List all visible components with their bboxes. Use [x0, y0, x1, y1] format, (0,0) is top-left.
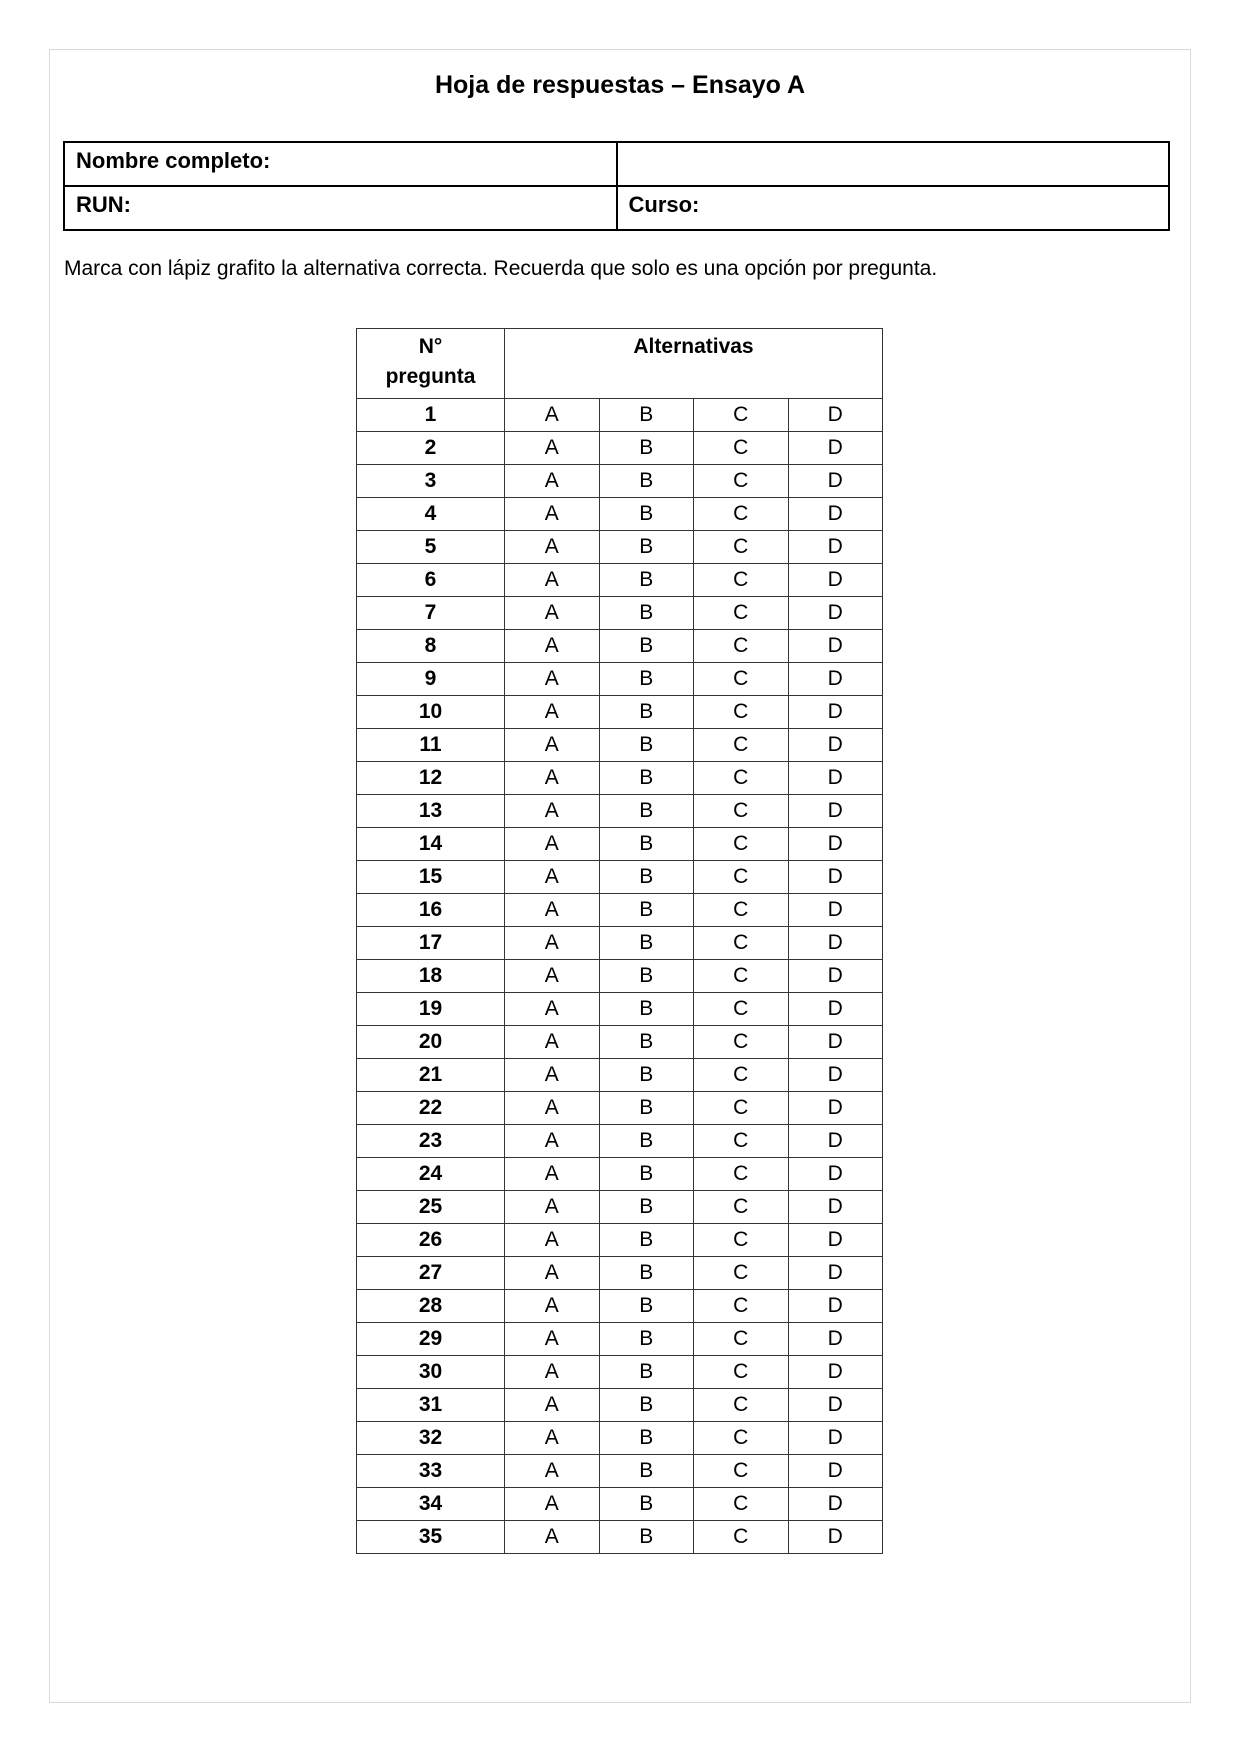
answer-row [357, 1158, 883, 1191]
question-number: 33 [357, 1455, 505, 1488]
question-number: 32 [357, 1422, 505, 1455]
option-cell-d: D [788, 531, 883, 564]
student-info-row-run-curso [64, 186, 1169, 230]
option-cell-a: A [505, 1488, 600, 1521]
option-cell-b: B [599, 1488, 694, 1521]
option-cell-d: D [788, 1092, 883, 1125]
option-cell-b: B [599, 1059, 694, 1092]
option-cell-a: A [505, 1290, 600, 1323]
option-cell-b: B [599, 1257, 694, 1290]
question-number: 16 [357, 894, 505, 927]
option-cell-c: C [694, 1290, 789, 1323]
option-cell-b: B [599, 432, 694, 465]
option-cell-b: B [599, 762, 694, 795]
option-cell-d: D [788, 1191, 883, 1224]
answer-row [357, 1422, 883, 1455]
option-cell-b: B [599, 1455, 694, 1488]
option-cell-b: B [599, 960, 694, 993]
option-cell-c: C [694, 1323, 789, 1356]
student-info-row-name [64, 142, 1169, 186]
option-cell-b: B [599, 1191, 694, 1224]
option-cell-d: D [788, 1422, 883, 1455]
option-cell-a: A [505, 1125, 600, 1158]
question-number: 23 [357, 1125, 505, 1158]
question-number: 24 [357, 1158, 505, 1191]
option-cell-c: C [694, 894, 789, 927]
option-cell-d: D [788, 927, 883, 960]
option-cell-d: D [788, 1224, 883, 1257]
option-cell-c: C [694, 1389, 789, 1422]
option-cell-d: D [788, 960, 883, 993]
answer-row [357, 1191, 883, 1224]
answer-row [357, 1026, 883, 1059]
question-number: 7 [357, 597, 505, 630]
option-cell-a: A [505, 1092, 600, 1125]
option-cell-b: B [599, 828, 694, 861]
option-cell-b: B [599, 399, 694, 432]
option-cell-c: C [694, 630, 789, 663]
option-cell-a: A [505, 1026, 600, 1059]
question-number-header [357, 329, 505, 399]
page-title: Hoja de respuestas – Ensayo A [434, 71, 806, 99]
option-cell-c: C [694, 498, 789, 531]
option-cell-c: C [694, 795, 789, 828]
answer-row [357, 498, 883, 531]
option-cell-c: C [694, 1521, 789, 1554]
option-cell-b: B [599, 1356, 694, 1389]
answer-row [357, 894, 883, 927]
option-cell-b: B [599, 564, 694, 597]
option-cell-c: C [694, 828, 789, 861]
question-number: 18 [357, 960, 505, 993]
question-number: 22 [357, 1092, 505, 1125]
answer-row [357, 1455, 883, 1488]
option-cell-b: B [599, 1092, 694, 1125]
option-cell-c: C [694, 729, 789, 762]
answer-table-header-row [357, 329, 883, 399]
option-cell-c: C [694, 564, 789, 597]
option-cell-d: D [788, 432, 883, 465]
option-cell-a: A [505, 564, 600, 597]
option-cell-c: C [694, 762, 789, 795]
answer-row [357, 960, 883, 993]
option-cell-d: D [788, 729, 883, 762]
question-number: 31 [357, 1389, 505, 1422]
option-cell-a: A [505, 630, 600, 663]
option-cell-b: B [599, 729, 694, 762]
option-cell-b: B [599, 531, 694, 564]
option-cell-c: C [694, 1092, 789, 1125]
option-cell-d: D [788, 1488, 883, 1521]
option-cell-c: C [694, 1059, 789, 1092]
option-cell-a: A [505, 861, 600, 894]
option-cell-b: B [599, 1026, 694, 1059]
option-cell-c: C [694, 927, 789, 960]
option-cell-b: B [599, 1125, 694, 1158]
answer-row [357, 1521, 883, 1554]
option-cell-d: D [788, 663, 883, 696]
answer-row [357, 993, 883, 1026]
question-number: 2 [357, 432, 505, 465]
option-cell-d: D [788, 1389, 883, 1422]
question-number: 35 [357, 1521, 505, 1554]
question-number: 11 [357, 729, 505, 762]
option-cell-b: B [599, 795, 694, 828]
option-cell-d: D [788, 1257, 883, 1290]
option-cell-a: A [505, 1422, 600, 1455]
name-label: Nombre completo: [76, 148, 271, 173]
option-cell-c: C [694, 1125, 789, 1158]
option-cell-a: A [505, 432, 600, 465]
question-number: 14 [357, 828, 505, 861]
question-number: 25 [357, 1191, 505, 1224]
option-cell-d: D [788, 1356, 883, 1389]
option-cell-d: D [788, 465, 883, 498]
option-cell-b: B [599, 894, 694, 927]
option-cell-d: D [788, 1455, 883, 1488]
option-cell-a: A [505, 1224, 600, 1257]
question-number: 26 [357, 1224, 505, 1257]
question-number: 34 [357, 1488, 505, 1521]
run-label: RUN: [76, 192, 131, 217]
option-cell-a: A [505, 498, 600, 531]
option-cell-d: D [788, 1323, 883, 1356]
option-cell-a: A [505, 1389, 600, 1422]
question-number: 27 [357, 1257, 505, 1290]
option-cell-c: C [694, 597, 789, 630]
option-cell-a: A [505, 1323, 600, 1356]
question-number: 9 [357, 663, 505, 696]
option-cell-d: D [788, 762, 883, 795]
document-page [49, 49, 1191, 1703]
option-cell-d: D [788, 1026, 883, 1059]
answer-row [357, 1488, 883, 1521]
option-cell-c: C [694, 861, 789, 894]
answer-row [357, 564, 883, 597]
answer-row [357, 597, 883, 630]
option-cell-d: D [788, 597, 883, 630]
option-cell-d: D [788, 1125, 883, 1158]
option-cell-a: A [505, 399, 600, 432]
option-cell-b: B [599, 1389, 694, 1422]
question-number: 4 [357, 498, 505, 531]
run-label-cell [64, 186, 617, 230]
option-cell-a: A [505, 465, 600, 498]
option-cell-c: C [694, 1026, 789, 1059]
curso-label: Curso: [628, 192, 700, 217]
answer-row [357, 729, 883, 762]
option-cell-d: D [788, 894, 883, 927]
option-cell-d: D [788, 795, 883, 828]
option-cell-b: B [599, 465, 694, 498]
option-cell-a: A [505, 1158, 600, 1191]
question-number-header-line2: pregunta [385, 365, 476, 388]
option-cell-a: A [505, 531, 600, 564]
option-cell-d: D [788, 1290, 883, 1323]
answer-row [357, 1257, 883, 1290]
answer-row [357, 1125, 883, 1158]
question-number: 5 [357, 531, 505, 564]
question-number: 13 [357, 795, 505, 828]
student-info-table [63, 141, 1170, 231]
answer-row [357, 531, 883, 564]
question-number: 3 [357, 465, 505, 498]
answer-table-body [357, 399, 883, 1554]
option-cell-b: B [599, 1323, 694, 1356]
answer-row [357, 432, 883, 465]
option-cell-c: C [694, 531, 789, 564]
option-cell-d: D [788, 861, 883, 894]
answer-row [357, 795, 883, 828]
answer-row [357, 1389, 883, 1422]
option-cell-b: B [599, 993, 694, 1026]
option-cell-a: A [505, 1257, 600, 1290]
option-cell-b: B [599, 498, 694, 531]
option-cell-b: B [599, 1290, 694, 1323]
option-cell-d: D [788, 630, 883, 663]
question-number: 10 [357, 696, 505, 729]
option-cell-c: C [694, 1257, 789, 1290]
option-cell-a: A [505, 1521, 600, 1554]
option-cell-d: D [788, 498, 883, 531]
option-cell-c: C [694, 960, 789, 993]
option-cell-b: B [599, 861, 694, 894]
question-number: 30 [357, 1356, 505, 1389]
option-cell-a: A [505, 597, 600, 630]
option-cell-a: A [505, 729, 600, 762]
option-cell-a: A [505, 894, 600, 927]
answer-row [357, 399, 883, 432]
option-cell-d: D [788, 1521, 883, 1554]
answer-table [356, 328, 883, 1554]
option-cell-c: C [694, 465, 789, 498]
answer-row [357, 762, 883, 795]
question-number: 21 [357, 1059, 505, 1092]
question-number: 17 [357, 927, 505, 960]
question-number: 6 [357, 564, 505, 597]
alternatives-header: Alternativas [505, 329, 883, 399]
option-cell-d: D [788, 564, 883, 597]
option-cell-d: D [788, 993, 883, 1026]
answer-row [357, 663, 883, 696]
option-cell-d: D [788, 399, 883, 432]
option-cell-a: A [505, 762, 600, 795]
option-cell-c: C [694, 1224, 789, 1257]
option-cell-c: C [694, 1191, 789, 1224]
option-cell-b: B [599, 597, 694, 630]
option-cell-b: B [599, 630, 694, 663]
option-cell-a: A [505, 1191, 600, 1224]
answer-row [357, 1224, 883, 1257]
answer-row [357, 1059, 883, 1092]
option-cell-c: C [694, 1422, 789, 1455]
option-cell-d: D [788, 696, 883, 729]
option-cell-a: A [505, 1455, 600, 1488]
option-cell-a: A [505, 960, 600, 993]
answer-row [357, 1356, 883, 1389]
answer-row [357, 696, 883, 729]
answer-row [357, 861, 883, 894]
option-cell-a: A [505, 696, 600, 729]
option-cell-c: C [694, 432, 789, 465]
answer-row [357, 1290, 883, 1323]
option-cell-a: A [505, 828, 600, 861]
option-cell-d: D [788, 1158, 883, 1191]
answer-row [357, 1092, 883, 1125]
option-cell-b: B [599, 1521, 694, 1554]
option-cell-c: C [694, 1455, 789, 1488]
answer-row [357, 828, 883, 861]
option-cell-b: B [599, 696, 694, 729]
option-cell-c: C [694, 1158, 789, 1191]
answer-row [357, 465, 883, 498]
option-cell-b: B [599, 1158, 694, 1191]
answer-row [357, 630, 883, 663]
question-number: 15 [357, 861, 505, 894]
option-cell-c: C [694, 993, 789, 1026]
option-cell-c: C [694, 663, 789, 696]
option-cell-a: A [505, 927, 600, 960]
answer-row [357, 1323, 883, 1356]
question-number: 29 [357, 1323, 505, 1356]
question-number: 8 [357, 630, 505, 663]
question-number: 1 [357, 399, 505, 432]
name-value-cell [617, 142, 1170, 186]
name-label-cell [64, 142, 617, 186]
option-cell-a: A [505, 1356, 600, 1389]
question-number: 19 [357, 993, 505, 1026]
option-cell-a: A [505, 993, 600, 1026]
question-number: 20 [357, 1026, 505, 1059]
option-cell-c: C [694, 399, 789, 432]
question-number: 12 [357, 762, 505, 795]
question-number: 28 [357, 1290, 505, 1323]
option-cell-c: C [694, 1356, 789, 1389]
option-cell-c: C [694, 1488, 789, 1521]
option-cell-a: A [505, 663, 600, 696]
curso-label-cell [617, 186, 1170, 230]
option-cell-b: B [599, 663, 694, 696]
instruction-text: Marca con lápiz grafito la alternativa correcta. Recuerda que solo es una opción por pregunta. [64, 257, 938, 280]
option-cell-a: A [505, 795, 600, 828]
option-cell-b: B [599, 1422, 694, 1455]
option-cell-b: B [599, 1224, 694, 1257]
option-cell-d: D [788, 1059, 883, 1092]
option-cell-a: A [505, 1059, 600, 1092]
question-number-header-line1: N° [418, 335, 443, 358]
option-cell-d: D [788, 828, 883, 861]
answer-row [357, 927, 883, 960]
option-cell-c: C [694, 696, 789, 729]
option-cell-b: B [599, 927, 694, 960]
